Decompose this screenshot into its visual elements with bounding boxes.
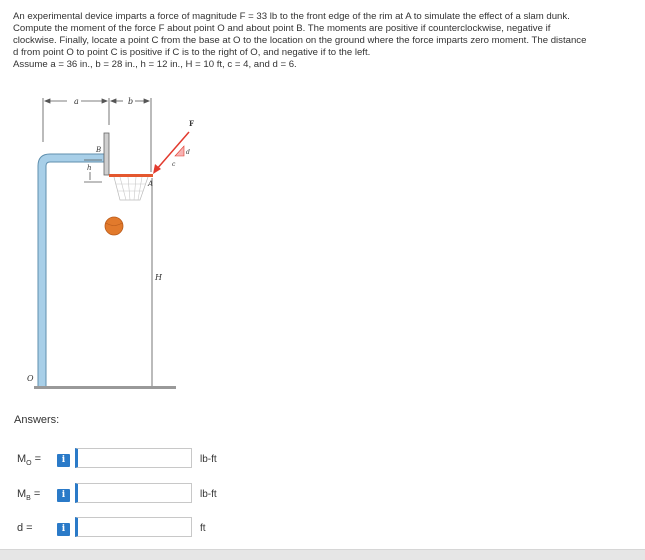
basketball-hoop-figure: [14, 90, 204, 400]
d-unit: ft: [200, 523, 206, 534]
rim: [109, 174, 153, 200]
answer-row-d: [0, 515, 645, 541]
mb-input[interactable]: [75, 483, 192, 503]
info-icon[interactable]: i: [57, 489, 70, 502]
label-c: c: [172, 161, 176, 168]
label-B: B: [96, 146, 102, 154]
label-b: b: [128, 97, 134, 106]
mo-input[interactable]: [75, 448, 192, 468]
label-H: H: [155, 273, 162, 282]
label-d: d: [186, 149, 190, 156]
label-F: F: [189, 119, 194, 128]
label-a: a: [74, 97, 79, 106]
ground: [34, 386, 176, 389]
mo-unit: lb-ft: [200, 454, 217, 465]
problem-line: An experimental device imparts a force of magnitude F = 33 lb to the front edge of the rim at A to simulate the effect of a slam dunk.: [13, 11, 570, 22]
answers-label: Answers:: [14, 414, 60, 426]
label-h: h: [87, 164, 92, 172]
d-input[interactable]: [75, 517, 192, 537]
d-label: d =: [17, 522, 33, 534]
answer-row-mo: [0, 446, 645, 472]
backboard: [104, 133, 109, 175]
hoop-pole: [38, 154, 104, 388]
mo-label: $M_O$ =: [17, 453, 42, 468]
info-icon[interactable]: i: [57, 523, 70, 536]
problem-statement: [13, 11, 635, 71]
info-icon[interactable]: i: [57, 454, 70, 467]
label-O: O: [27, 374, 34, 383]
problem-line: Compute the moment of the force F about point O and about point B. The moments are positive if counterclockwise, negative if: [13, 23, 551, 34]
mb-label: $M_B$ =: [17, 488, 41, 503]
problem-line: d from point O to point C is positive if C is to the right of O, and negative if to the left.: [13, 47, 371, 58]
problem-line: clockwise. Finally, locate a point C from the base at O to the location on the ground where the force imparts zero moment. The distance: [13, 35, 587, 46]
mb-unit: lb-ft: [200, 489, 217, 500]
basketball: [105, 217, 123, 235]
answer-row-mb: [0, 481, 645, 507]
problem-line: Assume a = 36 in., b = 28 in., h = 12 in., H = 10 ft, c = 4, and d = 6.: [13, 59, 297, 70]
bottom-toolbar: [0, 549, 645, 560]
label-A: A: [148, 180, 154, 188]
